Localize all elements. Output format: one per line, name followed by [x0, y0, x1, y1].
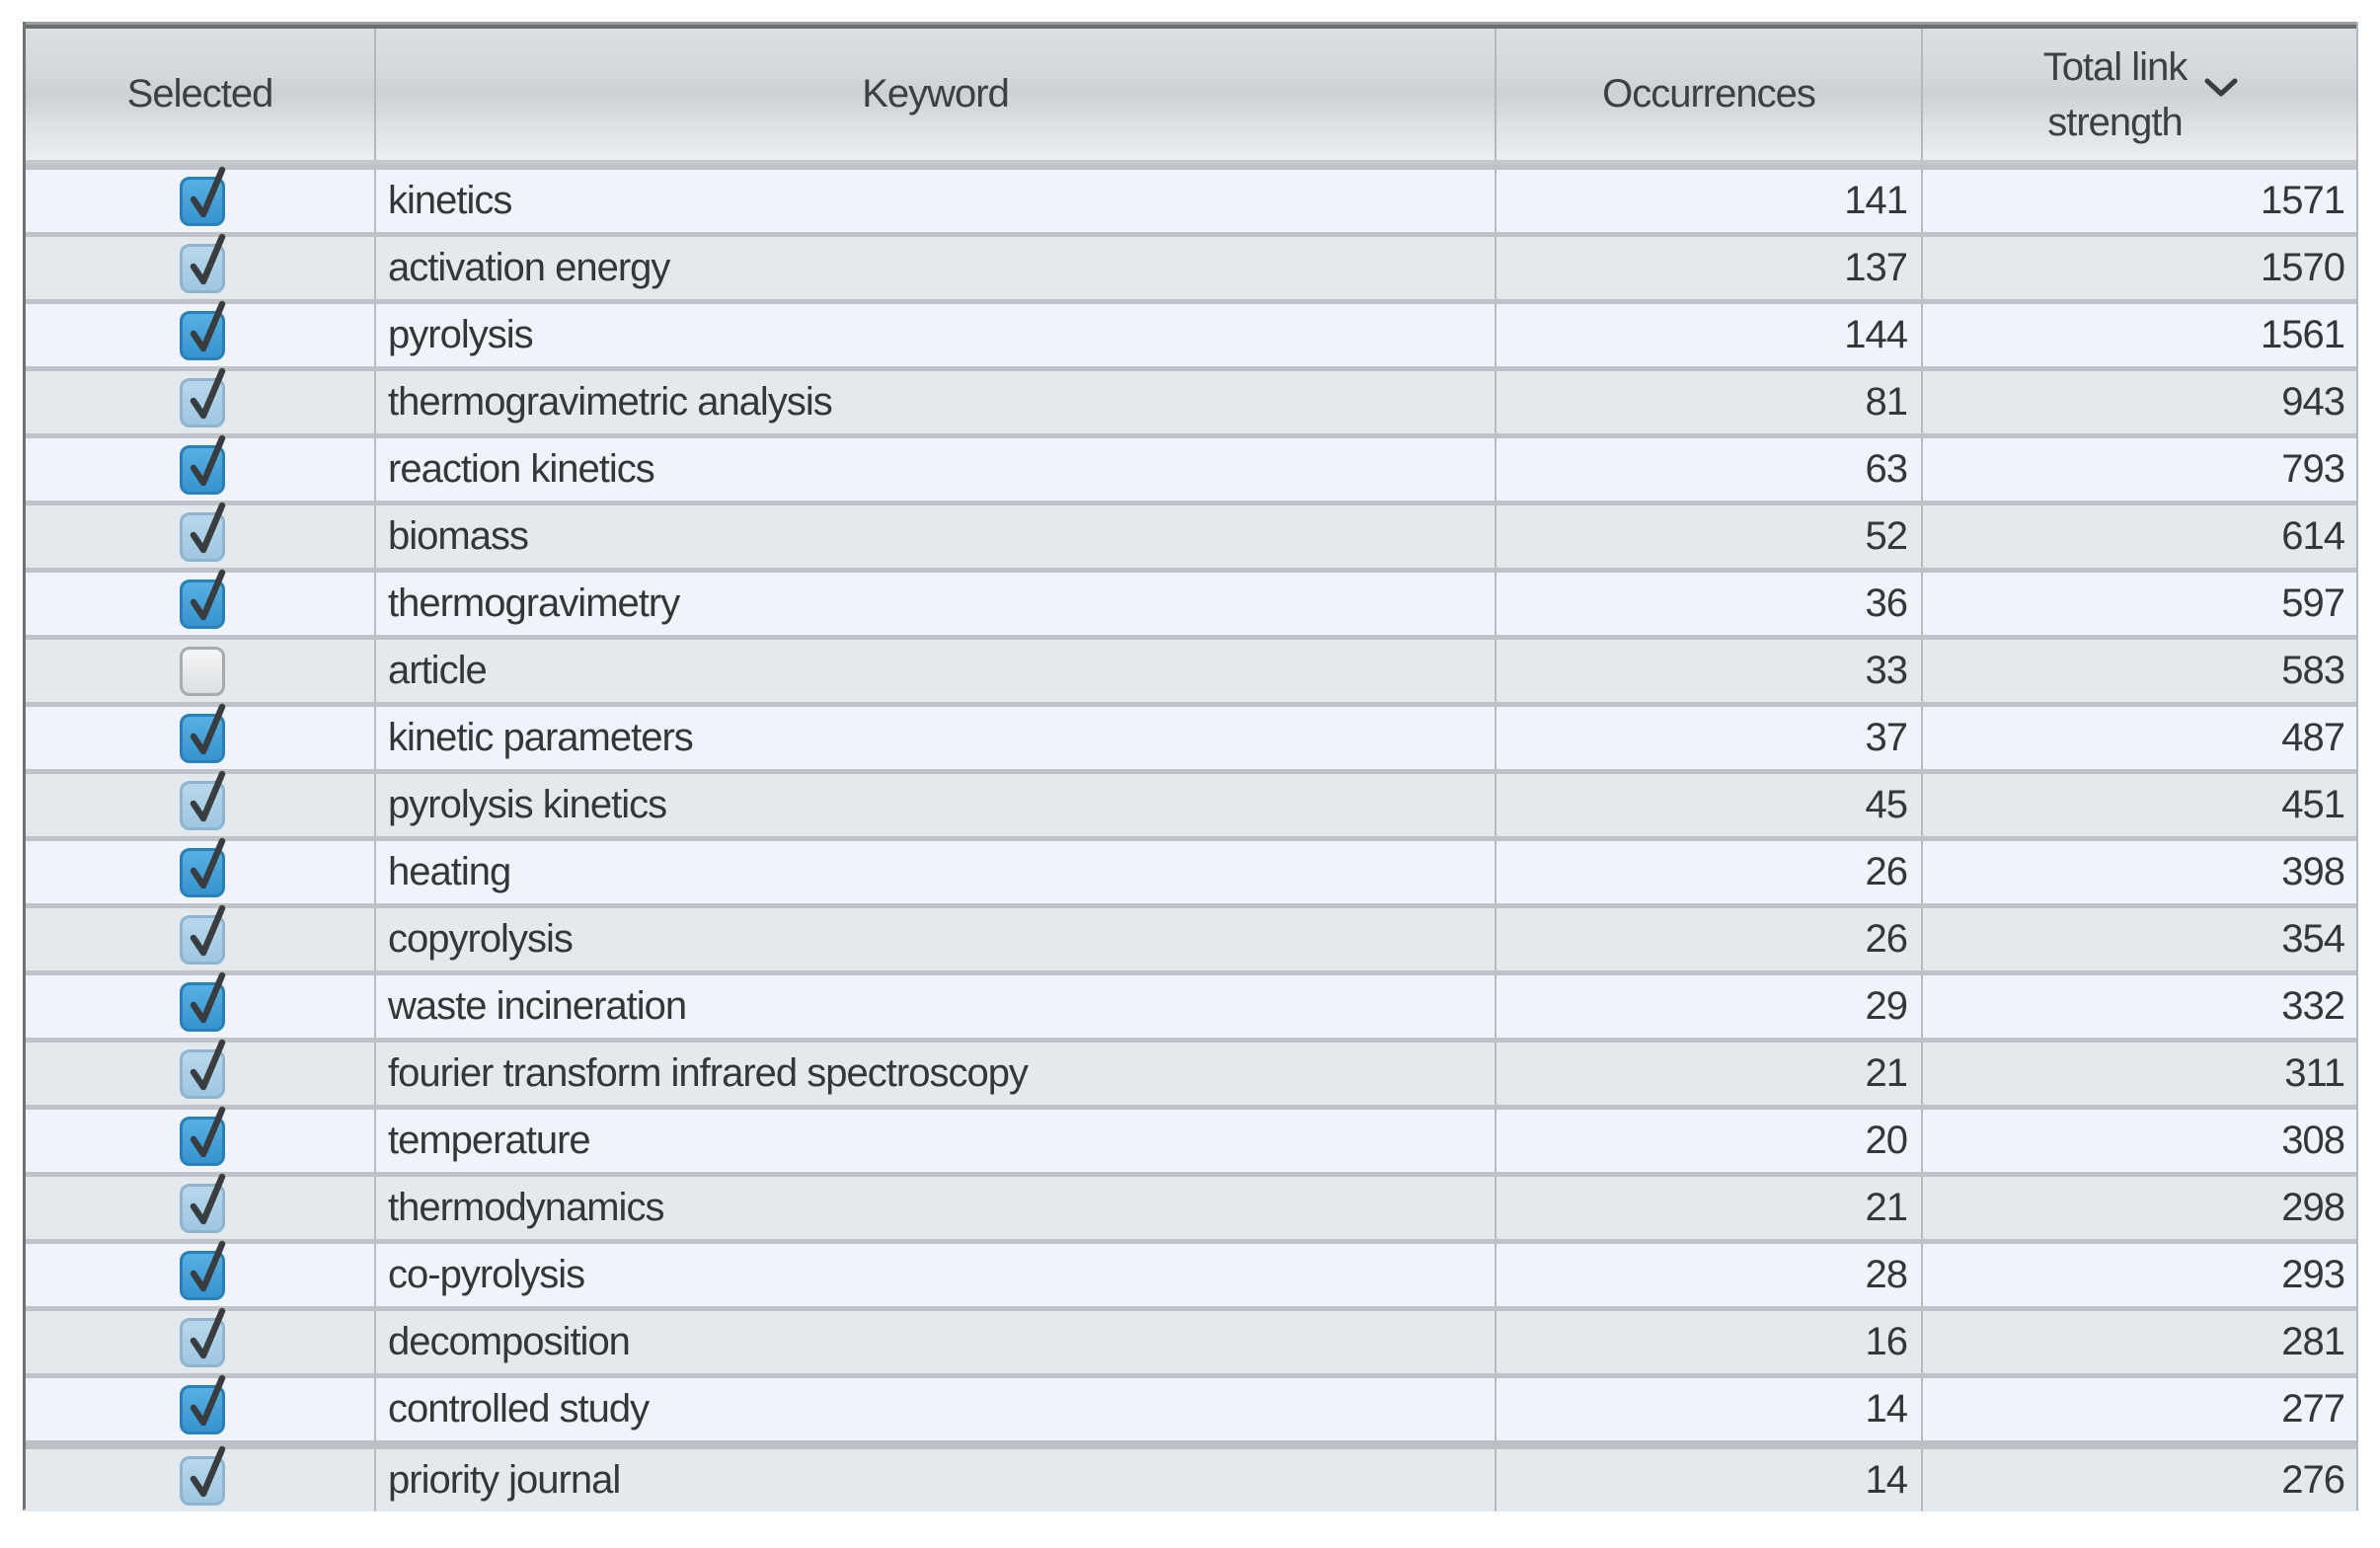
- column-header-occurrences[interactable]: [1497, 29, 1923, 160]
- keyword-cell: [376, 170, 1497, 232]
- occurrences-cell: [1497, 304, 1923, 366]
- total-link-strength-cell: [1923, 237, 2358, 299]
- keyword-text: copyrolysis: [388, 917, 573, 961]
- checkmark-icon: [185, 233, 228, 290]
- table-row-5[interactable]: [26, 433, 2356, 501]
- keyword-text: kinetic parameters: [388, 716, 693, 759]
- occurrences-value: 20: [1865, 1119, 1907, 1162]
- keyword-text: fourier transform infrared spectroscopy: [388, 1051, 1028, 1095]
- occurrences-cell: [1497, 908, 1923, 970]
- keyword-text: co-pyrolysis: [388, 1253, 585, 1296]
- occurrences-value: 26: [1865, 917, 1907, 961]
- checkmark-icon: [185, 703, 228, 760]
- occurrences-cell: [1497, 707, 1923, 769]
- checkmark-icon: [185, 1106, 228, 1163]
- selected-cell: [26, 573, 376, 635]
- total-link-strength-value: 277: [2281, 1387, 2344, 1431]
- checkmark-icon: [185, 1173, 228, 1230]
- total-link-strength-value: 281: [2281, 1320, 2344, 1363]
- table-row-7[interactable]: [26, 568, 2356, 635]
- table-row-9[interactable]: [26, 702, 2356, 769]
- total-link-strength-value: 793: [2281, 447, 2344, 491]
- occurrences-value: 14: [1865, 1458, 1907, 1502]
- total-link-strength-cell: [1923, 841, 2358, 903]
- keyword-text: waste incineration: [388, 984, 687, 1028]
- total-link-strength-value: 332: [2281, 984, 2344, 1028]
- checkmark-icon: [185, 837, 228, 894]
- column-header-total-link-strength-line1: Total link: [2042, 44, 2188, 89]
- total-link-strength-cell: [1923, 1177, 2358, 1239]
- total-link-strength-cell: [1923, 170, 2358, 232]
- column-header-occurrences-label: Occurrences: [1602, 72, 1815, 116]
- keyword-cell: [376, 371, 1497, 433]
- total-link-strength-value: 311: [2284, 1051, 2344, 1095]
- table-row-1[interactable]: [26, 165, 2356, 232]
- total-link-strength-cell: [1923, 1110, 2358, 1172]
- selected-checkbox[interactable]: [180, 445, 225, 495]
- checkmark-icon: [185, 904, 228, 962]
- selected-cell: [26, 371, 376, 433]
- keyword-cell: [376, 908, 1497, 970]
- keyword-cell: [376, 774, 1497, 836]
- checkmark-icon: [185, 1240, 228, 1297]
- keyword-cell: [376, 304, 1497, 366]
- occurrences-cell: [1497, 841, 1923, 903]
- table-row-15[interactable]: [26, 1105, 2356, 1172]
- selected-cell: [26, 908, 376, 970]
- total-link-strength-cell: [1923, 707, 2358, 769]
- chevron-down-icon[interactable]: [2204, 77, 2238, 99]
- keyword-text: thermogravimetric analysis: [388, 380, 832, 424]
- selected-checkbox[interactable]: [180, 1385, 225, 1434]
- occurrences-value: 144: [1844, 313, 1907, 356]
- occurrences-cell: [1497, 1110, 1923, 1172]
- total-link-strength-value: 597: [2281, 581, 2344, 625]
- selected-cell: [26, 1177, 376, 1239]
- occurrences-value: 14: [1865, 1387, 1907, 1431]
- selected-cell: [26, 505, 376, 568]
- total-link-strength-value: 451: [2281, 783, 2344, 826]
- table-row-3[interactable]: [26, 299, 2356, 366]
- occurrences-value: 52: [1865, 514, 1907, 558]
- table-row-18[interactable]: [26, 1306, 2356, 1373]
- selected-checkbox[interactable]: [180, 244, 225, 293]
- total-link-strength-value: 276: [2281, 1458, 2344, 1502]
- keyword-text: thermogravimetry: [388, 581, 680, 625]
- total-link-strength-value: 308: [2281, 1119, 2344, 1162]
- total-link-strength-value: 398: [2281, 850, 2344, 893]
- total-link-strength-value: 1561: [2261, 313, 2344, 356]
- selected-cell: [26, 1244, 376, 1306]
- total-link-strength-cell: [1923, 438, 2358, 501]
- total-link-strength-cell: [1923, 908, 2358, 970]
- selected-cell: [26, 640, 376, 702]
- keyword-cell: [376, 505, 1497, 568]
- total-link-strength-cell: [1923, 1311, 2358, 1373]
- total-link-strength-cell: [1923, 371, 2358, 433]
- table-body: [26, 165, 2356, 1511]
- keyword-cell: [376, 237, 1497, 299]
- checkmark-icon: [185, 434, 228, 492]
- checkmark-icon: [185, 367, 228, 425]
- selected-checkbox[interactable]: [180, 1456, 225, 1506]
- checkmark-icon: [185, 502, 228, 559]
- keyword-cell: [376, 1378, 1497, 1440]
- total-link-strength-cell: [1923, 1244, 2358, 1306]
- selected-checkbox[interactable]: [180, 512, 225, 562]
- selected-checkbox[interactable]: [180, 848, 225, 897]
- keyword-text: activation energy: [388, 246, 670, 289]
- selected-checkbox[interactable]: [180, 1184, 225, 1233]
- keyword-text: temperature: [388, 1119, 590, 1162]
- keyword-text: reaction kinetics: [388, 447, 654, 491]
- keyword-cell: [376, 975, 1497, 1038]
- checkmark-icon: [185, 1307, 228, 1364]
- checkmark-icon: [185, 971, 228, 1029]
- total-link-strength-value: 1571: [2261, 179, 2344, 222]
- selected-checkbox[interactable]: [180, 1251, 225, 1300]
- checkmark-icon: [185, 569, 228, 626]
- total-link-strength-cell: [1923, 1449, 2358, 1511]
- occurrences-value: 28: [1865, 1253, 1907, 1296]
- keyword-text: pyrolysis: [388, 313, 533, 356]
- selected-checkbox[interactable]: [180, 580, 225, 629]
- selected-checkbox[interactable]: [180, 1117, 225, 1166]
- total-link-strength-cell: [1923, 1378, 2358, 1440]
- total-link-strength-cell: [1923, 505, 2358, 568]
- occurrences-value: 45: [1865, 783, 1907, 826]
- table-row-2[interactable]: [26, 232, 2356, 299]
- total-link-strength-cell: [1923, 640, 2358, 702]
- column-header-selected[interactable]: [26, 29, 376, 160]
- occurrences-value: 21: [1865, 1186, 1907, 1229]
- keyword-cell: [376, 640, 1497, 702]
- selected-cell: [26, 841, 376, 903]
- occurrences-cell: [1497, 1043, 1923, 1105]
- total-link-strength-value: 298: [2281, 1186, 2344, 1229]
- occurrences-cell: [1497, 975, 1923, 1038]
- selected-cell: [26, 1378, 376, 1440]
- table-row-8[interactable]: [26, 635, 2356, 702]
- keyword-cell: [376, 1177, 1497, 1239]
- keyword-text: biomass: [388, 514, 528, 558]
- table-row-4[interactable]: [26, 366, 2356, 433]
- selected-cell: [26, 304, 376, 366]
- table-row-19[interactable]: [26, 1373, 2356, 1440]
- table-row-10[interactable]: [26, 769, 2356, 836]
- selected-cell: [26, 774, 376, 836]
- selected-cell: [26, 438, 376, 501]
- selected-checkbox[interactable]: [180, 378, 225, 427]
- table-row-12[interactable]: [26, 903, 2356, 970]
- total-link-strength-cell: [1923, 975, 2358, 1038]
- selected-cell: [26, 1311, 376, 1373]
- table-row-6[interactable]: [26, 501, 2356, 568]
- keyword-cell: [376, 1244, 1497, 1306]
- selected-checkbox[interactable]: [180, 311, 225, 360]
- occurrences-cell: [1497, 371, 1923, 433]
- selected-cell: [26, 707, 376, 769]
- occurrences-cell: [1497, 1244, 1923, 1306]
- selected-cell: [26, 237, 376, 299]
- column-header-keyword[interactable]: [376, 29, 1497, 160]
- total-link-strength-value: 354: [2281, 917, 2344, 961]
- keyword-text: controlled study: [388, 1387, 650, 1431]
- table-top-border: [26, 22, 2356, 29]
- selected-checkbox[interactable]: [180, 714, 225, 763]
- selected-checkbox[interactable]: [180, 647, 225, 696]
- occurrences-cell: [1497, 1378, 1923, 1440]
- table-row-20[interactable]: [26, 1440, 2356, 1511]
- occurrences-cell: [1497, 237, 1923, 299]
- keyword-text: article: [388, 649, 487, 692]
- keyword-cell: [376, 438, 1497, 501]
- occurrences-cell: [1497, 774, 1923, 836]
- keyword-cell: [376, 841, 1497, 903]
- checkmark-icon: [185, 1445, 228, 1503]
- column-header-keyword-label: Keyword: [862, 72, 1009, 116]
- keyword-cell: [376, 1449, 1497, 1511]
- selected-checkbox[interactable]: [180, 982, 225, 1032]
- keyword-cell: [376, 707, 1497, 769]
- selected-checkbox[interactable]: [180, 1049, 225, 1099]
- occurrences-value: 137: [1844, 246, 1907, 289]
- table-header: [26, 29, 2356, 165]
- occurrences-cell: [1497, 505, 1923, 568]
- occurrences-value: 141: [1844, 179, 1907, 222]
- total-link-strength-value: 943: [2281, 380, 2344, 424]
- keyword-table: [23, 22, 2358, 1510]
- occurrences-cell: [1497, 1311, 1923, 1373]
- selected-checkbox[interactable]: [180, 1318, 225, 1367]
- table-row-16[interactable]: [26, 1172, 2356, 1239]
- occurrences-value: 29: [1865, 984, 1907, 1028]
- occurrences-cell: [1497, 573, 1923, 635]
- keyword-cell: [376, 573, 1497, 635]
- checkmark-icon: [185, 770, 228, 827]
- total-link-strength-value: 487: [2281, 716, 2344, 759]
- checkmark-icon: [185, 166, 228, 223]
- occurrences-cell: [1497, 170, 1923, 232]
- keyword-text: priority journal: [388, 1458, 621, 1502]
- occurrences-value: 36: [1865, 581, 1907, 625]
- column-header-total-link-strength[interactable]: [1923, 29, 2358, 160]
- table-row-13[interactable]: [26, 970, 2356, 1038]
- column-header-selected-label: Selected: [126, 72, 273, 116]
- total-link-strength-cell: [1923, 573, 2358, 635]
- occurrences-value: 33: [1865, 649, 1907, 692]
- occurrences-value: 26: [1865, 850, 1907, 893]
- keyword-text: decomposition: [388, 1320, 630, 1363]
- selected-checkbox[interactable]: [180, 781, 225, 830]
- table-row-14[interactable]: [26, 1038, 2356, 1105]
- total-link-strength-cell: [1923, 1043, 2358, 1105]
- keyword-text: pyrolysis kinetics: [388, 783, 667, 826]
- total-link-strength-cell: [1923, 774, 2358, 836]
- occurrences-cell: [1497, 640, 1923, 702]
- occurrences-value: 37: [1865, 716, 1907, 759]
- occurrences-value: 81: [1865, 380, 1907, 424]
- total-link-strength-value: 293: [2281, 1253, 2344, 1296]
- keyword-text: heating: [388, 850, 511, 893]
- keyword-text: kinetics: [388, 179, 512, 222]
- occurrences-value: 21: [1865, 1051, 1907, 1095]
- occurrences-cell: [1497, 1177, 1923, 1239]
- total-link-strength-cell: [1923, 304, 2358, 366]
- selected-cell: [26, 1110, 376, 1172]
- occurrences-cell: [1497, 438, 1923, 501]
- checkmark-icon: [185, 1374, 228, 1432]
- table-row-17[interactable]: [26, 1239, 2356, 1306]
- keyword-text: thermodynamics: [388, 1186, 664, 1229]
- total-link-strength-value: 614: [2281, 514, 2344, 558]
- occurrences-cell: [1497, 1449, 1923, 1511]
- keyword-cell: [376, 1110, 1497, 1172]
- keyword-cell: [376, 1311, 1497, 1373]
- selected-cell: [26, 975, 376, 1038]
- checkmark-icon: [185, 1039, 228, 1096]
- selected-cell: [26, 170, 376, 232]
- selected-cell: [26, 1043, 376, 1105]
- occurrences-value: 63: [1865, 447, 1907, 491]
- total-link-strength-value: 1570: [2261, 246, 2344, 289]
- table-row-11[interactable]: [26, 836, 2356, 903]
- column-header-total-link-strength-line2: strength: [2047, 100, 2183, 144]
- selected-cell: [26, 1449, 376, 1511]
- selected-checkbox[interactable]: [180, 177, 225, 226]
- keyword-cell: [376, 1043, 1497, 1105]
- checkmark-icon: [185, 300, 228, 357]
- occurrences-value: 16: [1865, 1320, 1907, 1363]
- total-link-strength-value: 583: [2281, 649, 2344, 692]
- selected-checkbox[interactable]: [180, 915, 225, 965]
